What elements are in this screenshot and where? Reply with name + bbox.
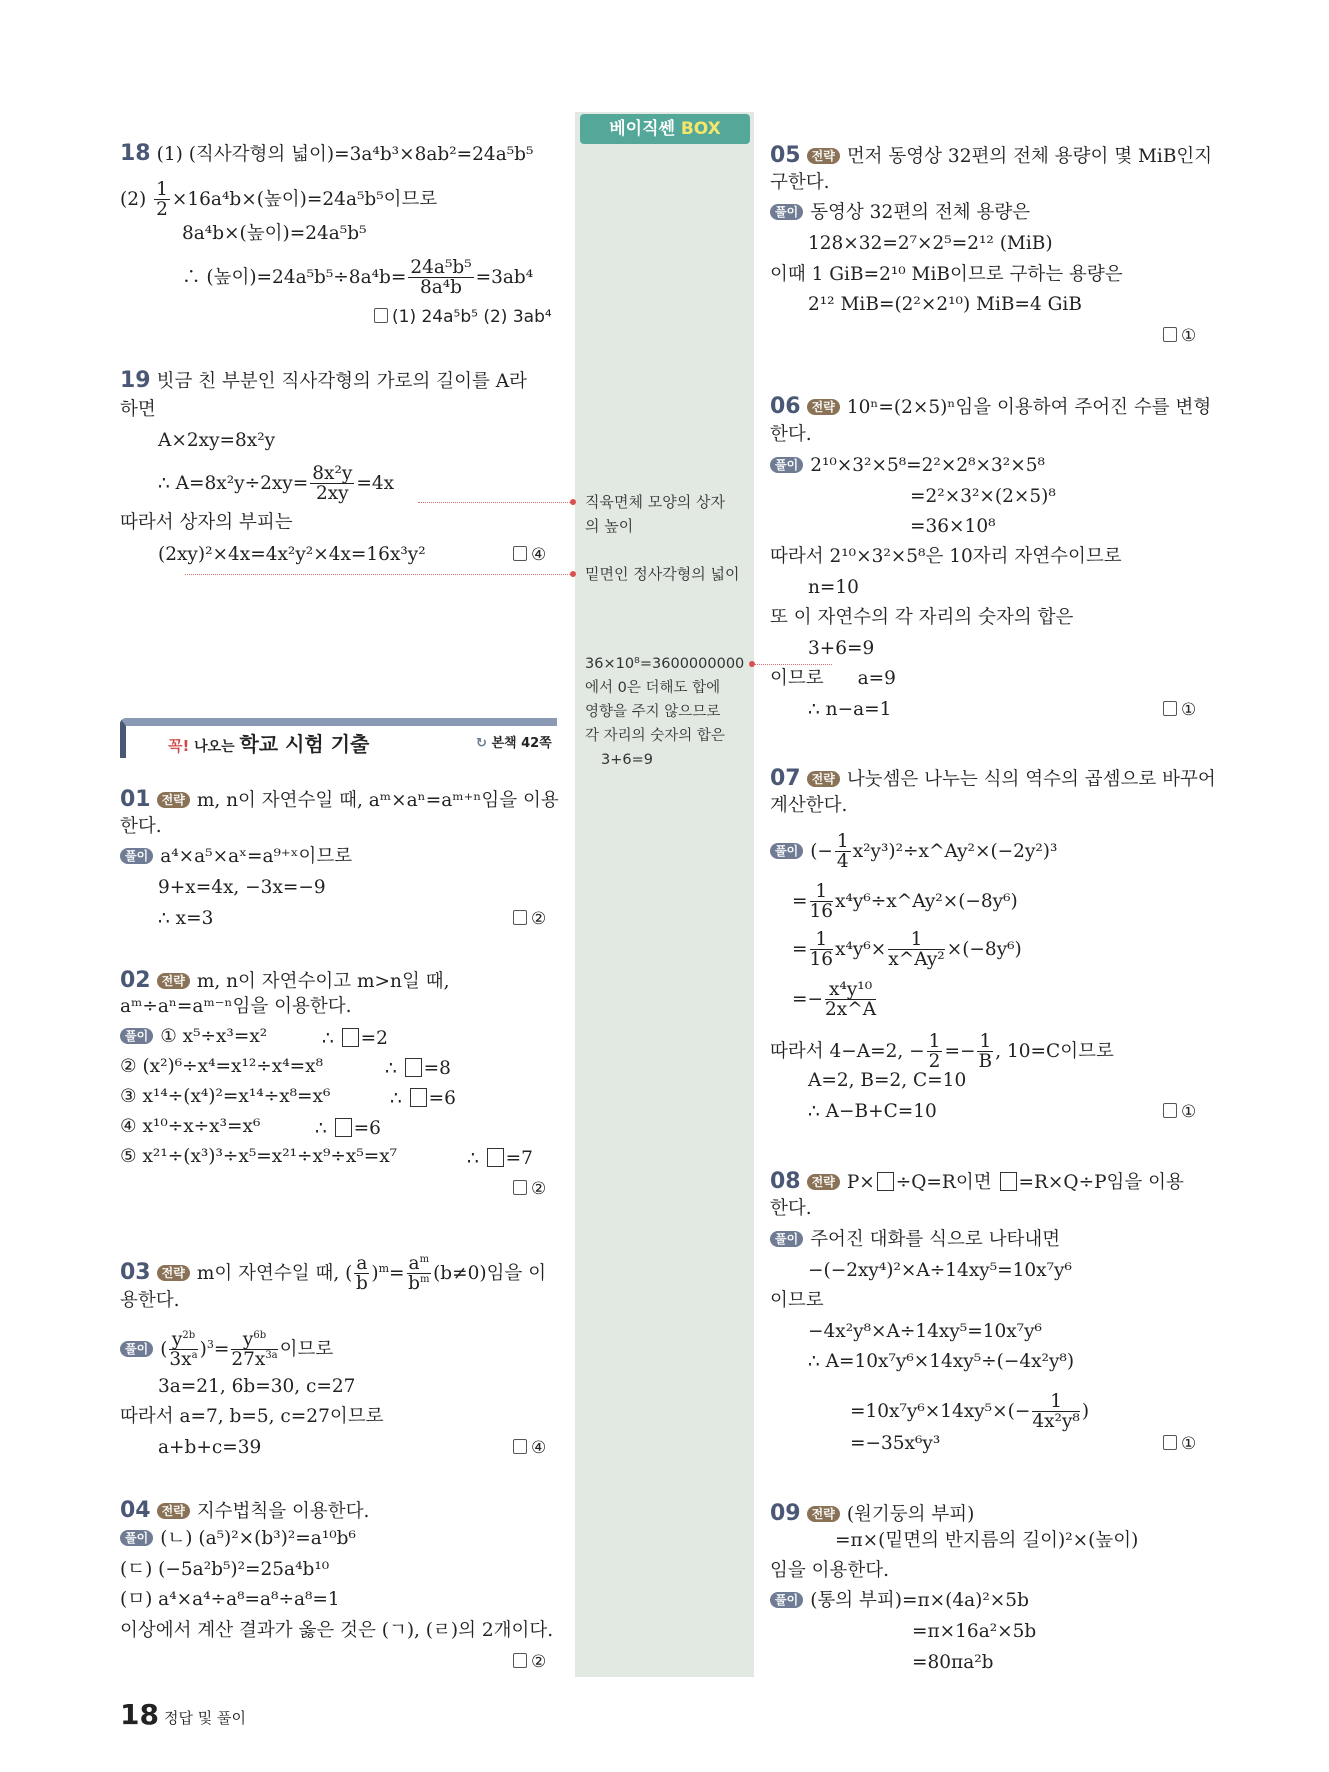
problem-09-line5: =π×16a²×5b [912,1621,1037,1642]
problem-04-line5: 이상에서 계산 결과가 옳은 것은 (ㄱ), (ㄹ)의 2개이다. [120,1620,554,1641]
frac-num: 8x²y [312,463,353,484]
problem-18-line3: 8a⁴b×(높이)=24a⁵b⁵ [182,223,367,244]
problem-09-line3: 임을 이용한다. [770,1560,889,1581]
problem-08-line8 [850,1392,1089,1432]
problem-07-line1 [770,768,1216,790]
problem-19-answer [513,546,546,564]
basic-box-badge [580,114,750,144]
opt1-result: =2 [360,1028,388,1049]
frac-num: 1 [836,831,849,852]
frac-num: 1 [928,1031,941,1052]
problem-01-answer [513,910,546,928]
problem-05-line5: 이때 1 GiB=2¹⁰ MiB이므로 구하는 용량은 [770,264,1123,285]
strategy-tag: 전략 [157,792,190,808]
answer-icon [374,308,388,323]
problem-02-line2: aᵐ÷aⁿ=aᵐ⁻ⁿ임을 이용한다. [120,996,352,1017]
frac-den: B [978,1051,993,1073]
problem-19-line2: 하면 [120,399,156,420]
frac-den: b [355,1273,368,1295]
blank-box [487,1148,504,1167]
problem-01-line2: 한다. [120,816,162,837]
problem-03-answer [513,1439,546,1457]
problem-03-line1 [120,1254,546,1294]
problem-05-answer [1163,327,1196,345]
problem-07-line3 [770,832,1057,872]
strategy-tag: 전략 [157,1503,190,1519]
problem-18-line2 [120,180,437,220]
eq-sign: =− [944,1040,976,1062]
problem-08-sol1: 주어진 대화를 식으로 나타내면 [810,1229,1061,1250]
fraction-one-half [154,180,170,220]
problem-06-line9: 3+6=9 [808,638,875,659]
problem-03-line4: 3a=21, 6b=30, c=27 [158,1376,356,1397]
frac-recip [1032,1392,1080,1432]
solution-tag: 풀이 [120,1341,153,1357]
problem-09-line6: =80πa²b [912,1652,994,1673]
problem-09-line1 [770,1503,974,1525]
expr: x⁴y⁶÷x^Ay²×(−8y⁶) [835,890,1018,912]
eq-sign: = [792,890,808,912]
frac-y2b-3xa [169,1330,197,1370]
problem-03-line5: 따라서 a=7, b=5, c=27이므로 [120,1406,384,1427]
opt4-result: =6 [353,1118,381,1139]
problem-09-sol1: (통의 부피)=π×(4a)²×5b [810,1590,1029,1611]
problem-02-line1 [120,970,449,992]
problem-08-line5: 이므로 [770,1290,824,1311]
frac-reciprocal [888,930,944,970]
expr-tail: ×(−8y⁶) [946,938,1022,960]
problem-09-line2: =π×(밑면의 반지름의 길이)²×(높이) [835,1530,1139,1551]
problem-04-line4: (ㅁ) a⁴×a⁴÷a⁸=a⁸÷a⁸=1 [120,1589,340,1610]
problem-03-expression: ( $\frac{y^{2b}}{3x^a}$ )$^3$= $\frac{y^{6b}}{27x^{3a}}$ [160,1329,278,1371]
frac-den: 4x²y⁸ [1032,1411,1080,1433]
answer-icon [513,1653,527,1668]
problem-05-number: 05 [770,143,801,168]
problem-03-line3 [120,1330,333,1370]
lhs-rest: x²y³)²÷x^Ay²×(−2y²)³ [852,840,1058,862]
problem-01-line1 [120,789,559,811]
frac-num: 1 [888,930,944,950]
problem-07-strategy: 나눗셈은 나누는 식의 역수의 곱셈으로 바꾸어 [846,769,1216,790]
box-note-3 [585,652,744,772]
frac-num: 24a⁵b⁵ [410,257,472,278]
page-number: 18 [120,1698,159,1731]
answer-icon [513,1180,527,1195]
solution-tag: 풀이 [770,204,803,220]
frac-num: $y^{6b}$ [231,1330,277,1350]
answer-icon [513,546,527,561]
problem-08-line6: −4x²y⁸×A÷14xy⁵=10x⁷y⁶ [808,1321,1042,1342]
therefore-tail: , 10=C이므로 [995,1040,1114,1062]
frac-am-bm [407,1254,432,1294]
close-paren: ) [1081,1400,1090,1422]
frac-num: x⁴y¹⁰ [825,980,876,1000]
problem-03-sol-tail: 이므로 [279,1338,334,1360]
frac-num: 1 [156,179,168,200]
frac-y6b-27x3a [231,1330,277,1370]
box-badge-suffix: BOX [680,119,721,139]
problem-06-line7: n=10 [808,577,859,598]
connector-dot-3 [749,661,755,667]
frac-num: $y^{2b}$ [169,1330,197,1350]
problem-02-number: 02 [120,968,151,993]
frac-half [927,1032,943,1072]
problem-02-opt4: ④ x¹⁰÷x÷x³=x⁶ [120,1116,261,1137]
problem-06-line3 [770,457,1045,476]
problem-02-opt2: ② (x²)⁶÷x⁴=x¹²÷x⁴=x⁸ [120,1056,323,1077]
problem-19-number: 19 [120,368,151,393]
problem-04-number: 04 [120,1498,151,1523]
problem-02-opt3: ③ x¹⁴÷(x⁴)²=x¹⁴÷x⁸=x⁶ [120,1086,331,1107]
problem-06-a: a=9 [857,668,896,689]
problem-07-number: 07 [770,766,801,791]
problem-07-line2: 계산한다. [770,795,848,816]
strategy-tag: 전략 [807,771,840,787]
problem-02-answer [513,1180,546,1198]
problem-09-line4 [770,1592,1029,1611]
answer-icon [1163,701,1177,716]
blank-box [410,1088,427,1107]
section-title-a: 나오는 [194,739,235,755]
problem-02-strategy: m, n이 자연수이고 m>n일 때, [196,971,450,992]
answer-icon [513,1439,527,1454]
problem-08-line3 [770,1231,1060,1250]
problem-02-opt4-result [315,1118,381,1139]
problem-05-line6: 2¹² MiB=(2²×2¹⁰) MiB=4 GiB [808,294,1082,315]
strategy-tag: 전략 [807,1174,840,1190]
section-ref [476,732,552,751]
problem-02-opt1-result [322,1028,388,1049]
problem-04-line1 [120,1500,369,1522]
opt1: ① x⁵÷x³=x² [160,1026,268,1047]
problem-01-line4: 9+x=4x, −3x=−9 [158,877,326,898]
ref-arrow-icon: ↻ [476,736,487,751]
problem-06-line5: =36×10⁸ [910,516,996,537]
therefore: ∴ [467,1148,479,1169]
frac-one-b [977,1032,993,1072]
frac-sixteenth [810,930,834,970]
frac-den: $b^m$ [408,1273,430,1295]
answer-text: ④ [531,1438,547,1458]
problem-19-text: 빗금 친 부분인 직사각형의 가로의 길이를 A라 [156,371,527,392]
box-note-3-line2: 에서 0은 더해도 합에 [585,680,721,696]
problem-06-line11: ∴ n−a=1 [808,699,892,720]
answer-text: (1) 24a⁵b⁵ (2) 3ab⁴ [392,307,552,327]
box-note-3-line3: 영향을 주지 않으므로 [585,704,721,720]
problem-18-number: 18 [120,141,151,166]
fraction-height [408,258,473,298]
problem-01-strategy: m, n이 자연수일 때, aᵐ×aⁿ=aᵐ⁺ⁿ임을 이용 [196,790,559,811]
eq-sign: = [792,938,808,960]
problem-05-strategy: 먼저 동영상 32편의 전체 용량이 몇 MiB인지 [846,146,1213,167]
problem-06-sol1: 2¹⁰×3²×5⁸=2²×2⁸×3²×5⁸ [810,455,1045,476]
strategy-tag: 전략 [157,973,190,989]
frac-num: 1 [1032,1392,1080,1412]
solution-tag: 풀이 [770,1592,803,1608]
problem-01-line5: ∴ x=3 [158,908,214,929]
problem-07-line6 [792,980,878,1020]
answer-icon [513,910,527,925]
frac-result [825,980,876,1020]
therefore: ∴ [315,1118,327,1139]
problem-06-strategy: 10ⁿ=(2×5)ⁿ임을 이용하여 주어진 수를 변형 [846,397,1212,418]
strategy-c: =R×Q÷P임을 이용 [1018,1172,1184,1193]
blank-box [405,1058,422,1077]
power-of-quotient-formula: ( $\frac{a}{b}$ )$^m$= $\frac{a^m}{b^m}$ [345,1253,430,1295]
problem-19-line3: A×2xy=8x²y [158,430,276,451]
answer-text: ① [1181,700,1197,720]
frac-den: 2 [928,1051,941,1073]
expr: =10x⁷y⁶×14xy⁵×(− [850,1400,1031,1422]
problem-04-answer [513,1653,546,1671]
frac-quarter [835,832,851,872]
box-note-1-line1: 직육면체 모양의 상자 [585,493,725,511]
problem-19-line5: 따라서 상자의 부피는 [120,512,293,533]
frac-den: 16 [809,949,834,971]
box-note-3-line5: 3+6=9 [601,752,653,768]
therefore: ∴ [385,1058,397,1079]
frac-den: $3x^a$ [169,1349,198,1371]
problem-08-line4: −(−2xy⁴)²×A÷14xy⁵=10x⁷y⁶ [808,1260,1072,1281]
problem-18-answer [374,308,552,326]
box-note-1 [585,490,725,538]
problem-19-result: =4x [356,472,395,494]
problem-07-answer [1163,1103,1196,1121]
problem-19-line6: (2xy)²×4x=4x²y²×4x=16x³y² [158,544,426,565]
problem-07-line4 [792,882,1018,922]
strategy-tag: 전략 [807,148,840,164]
therefore: ∴ [390,1088,402,1109]
problem-04-line2 [120,1530,356,1549]
frac-den: 2xy [315,483,349,505]
section-prefix: 꼭! [168,737,190,755]
problem-07-line5 [792,930,1022,970]
problem-04-strategy: 지수법칙을 이용한다. [196,1501,370,1522]
section-ref-text: 본책 42쪽 [491,736,552,751]
answer-text: ① [1181,1102,1197,1122]
strategy-tag: 전략 [807,399,840,415]
problem-02-opt1 [120,1028,267,1047]
problem-03-strategy-a: m이 자연수일 때, [196,1262,340,1284]
answer-icon [1163,327,1177,342]
problem-08-line7: ∴ A=10x⁷y⁶×14xy⁵÷(−4x²y⁸) [808,1351,1075,1372]
solution-tag: 풀이 [120,848,153,864]
answer-text: ② [531,1179,547,1199]
box-note-2: 밑면인 정사각형의 넓이 [585,565,740,583]
therefore-text: 따라서 4−A=2, − [770,1040,925,1062]
solution-tag: 풀이 [120,1028,153,1044]
frac-den: 4 [836,851,849,873]
problem-07-line8: A=2, B=2, C=10 [808,1070,967,1091]
frac-num: 1 [810,882,834,902]
eq-sign: =− [792,988,824,1010]
problem-06-line6: 따라서 2¹⁰×3²×5⁸은 10자리 자연수이므로 [770,546,1122,567]
strategy-tag: 전략 [807,1506,840,1522]
problem-08-number: 08 [770,1169,801,1194]
problem-07-line9: ∴ A−B+C=10 [808,1101,937,1122]
problem-18-area: (1) (직사각형의 넓이)=3a⁴b³×8ab²=24a⁵b⁵ [156,144,534,165]
frac-ab [354,1254,369,1294]
answer-text: ④ [531,545,547,565]
problem-04-sol1: (ㄴ) (a⁵)²×(b³)²=a¹⁰b⁶ [160,1528,356,1549]
box-note-1-line2: 의 높이 [585,517,634,535]
frac-den: 8a⁴b [419,277,463,299]
section-title-b: 학교 시험 기출 [239,732,370,756]
solution-tag: 풀이 [770,1231,803,1247]
frac-den: $27x^{3a}$ [231,1349,278,1371]
problem-05-line4: 128×32=2⁷×2⁵=2¹² (MiB) [808,233,1053,254]
problem-02-opt5-result [467,1148,533,1169]
problem-19-line4 [158,464,394,504]
problem-01-line3 [120,848,352,867]
frac-num: $a^m$ [408,1253,430,1274]
opt2-result: =8 [423,1058,451,1079]
problem-06-line2: 한다. [770,424,812,445]
frac-num: a [356,1253,368,1274]
problem-02-opt3-result [390,1088,456,1109]
problem-06-since: 이므로 [770,668,824,689]
problem-09-strategy: (원기둥의 부피) [846,1504,975,1525]
problem-18-eq: ×16a⁴b×(높이)=24a⁵b⁵이므로 [171,188,438,210]
frac-den: 2 [156,199,168,221]
answer-text: ② [531,1652,547,1672]
problem-06-answer [1163,701,1196,719]
problem-06-line4: =2²×3²×(2×5)⁸ [910,486,1056,507]
problem-09-number: 09 [770,1501,801,1526]
problem-06-line10 [770,670,896,689]
problem-18-line4 [182,258,533,298]
blank-box [877,1172,894,1191]
fraction-a [310,464,354,504]
problem-05-sol1: 동영상 32편의 전체 용량은 [810,202,1031,223]
connector-line-3 [752,664,832,665]
frac-den: 16 [809,901,834,923]
problem-18-line1 [120,143,533,165]
problem-03-line6: a+b+c=39 [158,1437,262,1458]
answer-text: ① [1181,1434,1197,1454]
frac-num: 1 [810,930,834,950]
problem-02-opt5: ⑤ x²¹÷(x³)³÷x⁵=x²¹÷x⁹÷x⁵=x⁷ [120,1146,398,1167]
frac-sixteenth [810,882,834,922]
problem-02-opt2-result [385,1058,451,1079]
solution-tag: 풀이 [770,457,803,473]
solution-tag: 풀이 [120,1530,153,1546]
opt3-result: =6 [428,1088,456,1109]
problem-01-number: 01 [120,787,151,812]
problem-03-number: 03 [120,1259,151,1285]
solution-tag: 풀이 [770,843,803,859]
problem-03-strategy-b: (b≠0)임을 이 [433,1262,547,1284]
problem-18-height-eq: ∴ (높이)=24a⁵b⁵÷8a⁴b= [182,266,407,288]
problem-04-line3: (ㄷ) (−5a²b⁵)²=25a⁴b¹⁰ [120,1559,330,1580]
blank-box [342,1028,359,1047]
box-note-3-line1: 36×10⁸=3600000000 [585,656,745,672]
therefore: ∴ [322,1028,334,1049]
answer-text: ① [1181,326,1197,346]
problem-08-line9: =−35x⁶y³ [850,1433,941,1454]
problem-06-line8: 또 이 자연수의 각 자리의 숫자의 합은 [770,607,1074,628]
frac-den: 2x^A [825,999,877,1021]
frac-num: 1 [979,1031,992,1052]
problem-01-sol: a⁴×a⁵×aˣ=a⁹⁺ˣ이므로 [160,846,353,867]
problem-05-line3 [770,204,1030,223]
problem-08-line2: 한다. [770,1198,812,1219]
problem-08-answer [1163,1435,1196,1453]
section-title [168,728,369,757]
box-badge-prefix: 베이직쎈 [609,119,675,139]
frac-den: x^Ay² [888,949,945,971]
connector-dot-1 [570,499,576,505]
problem-08-line1 [770,1171,1184,1193]
strategy-tag: 전략 [157,1265,190,1281]
opt5-result: =7 [505,1148,533,1169]
connector-dot-2 [570,571,576,577]
problem-19-eq: ∴ A=8x²y÷2xy= [158,472,309,494]
lhs-open: (− [810,840,833,862]
problem-06-number: 06 [770,394,801,419]
problem-05-line1 [770,145,1212,167]
problem-03-line2: 용한다. [120,1290,180,1311]
problem-18-result: =3ab⁴ [475,266,534,288]
connector-line-1 [418,502,574,503]
problem-19-line1 [120,370,527,392]
strategy-b: ÷Q=R이면 [895,1172,992,1193]
footer-label: 정답 및 풀이 [164,1709,246,1727]
answer-icon [1163,1103,1177,1118]
connector-line-2 [185,574,574,575]
problem-18-part2: (2) [120,188,147,210]
problem-07-line7 [770,1032,1114,1072]
box-note-3-line4: 각 자리의 숫자의 합은 [585,728,725,744]
blank-box [335,1118,352,1137]
problem-06-line1 [770,396,1211,418]
expr: x⁴y⁶× [835,938,887,960]
answer-text: ② [531,909,547,929]
answer-icon [1163,1435,1177,1450]
blank-box [1000,1172,1017,1191]
basic-box-band [575,112,754,1677]
problem-05-line2: 구한다. [770,172,830,193]
strategy-a: P× [846,1172,875,1193]
